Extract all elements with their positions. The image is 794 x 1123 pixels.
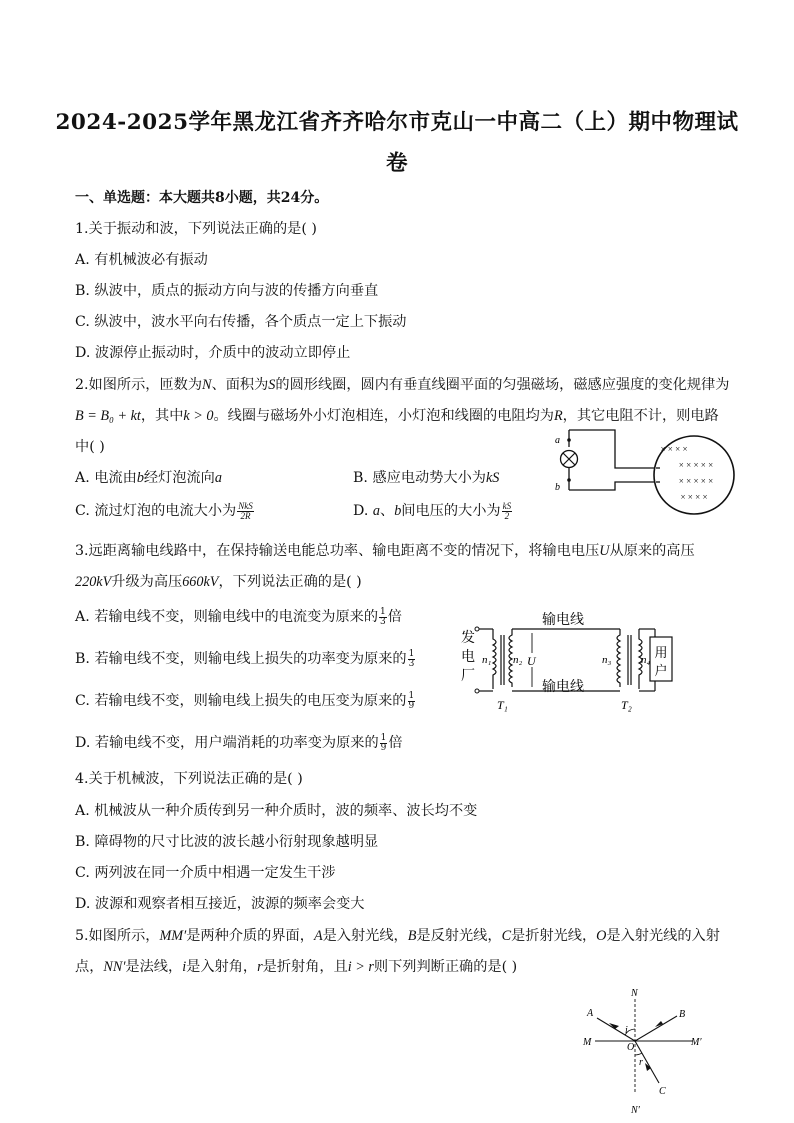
q2-option-c: C. 流过灯泡的电流大小为 $\frac{\text{NkS}}{2R}$ [75,500,253,521]
page-title: 2024-2025学年黑龙江省齐齐哈尔市克山一中高二（上）期中物理试 [55,110,739,135]
q2-option-d: D. a、b间电压的大小为 $\frac{kS}{2}$ [353,500,512,521]
q1-option-a: A. 有机械波必有振动 [75,252,208,268]
q2-stem-line2: B = B₀ + kt，其中k > 0。线圈与磁场外小灯泡相连，小灯泡和线圈的电阻均为R，其它电阻不计，则电路 [75,408,719,424]
svg-text:O: O [627,1042,635,1053]
svg-text:× × × × ×: × × × × × [678,460,714,470]
svg-text:× × × ×: × × × × [680,492,708,502]
svg-text:U: U [527,654,536,668]
q5-refraction-figure [575,985,715,1117]
q2-circuit-figure [548,424,738,526]
q2-option-a: A. 电流由b经灯泡流向a [75,470,222,486]
q4-option-d: D. 波源和观察者相互接近，波源的频率会变大 [75,896,365,912]
svg-text:× × × × ×: × × × × × [678,476,714,486]
q3-option-b: B. 若输电线不变，则输电线上损失的功率变为原来的 $\frac{1}{3}$ [75,648,415,669]
section-header: 一、单选题：本大题共8小题，共24分。 [75,190,329,206]
q1-option-b: B. 纵波中，质点的振动方向与波的传播方向垂直 [75,283,379,299]
svg-text:T₂: T₂ [621,698,632,712]
svg-text:N: N [631,988,638,999]
q2-option-b: B. 感应电动势大小为kS [353,470,500,486]
q3-transmission-figure [455,605,675,715]
svg-text:T₁: T₁ [497,698,508,712]
svg-text:× × × ×: × × × × [660,444,688,454]
svg-text:n₂: n₂ [513,654,523,666]
q4-option-c: C. 两列波在同一介质中相遇一定发生干涉 [75,865,336,881]
svg-text:n₄: n₄ [641,654,651,666]
svg-text:r: r [639,1057,643,1068]
svg-text:发: 发 [461,631,475,646]
page-title-line2: 卷 [385,151,408,176]
svg-text:户: 户 [654,663,668,678]
svg-text:A: A [587,1008,594,1019]
q4-option-a: A. 机械波从一种介质传到另一种介质时，波的频率、波长均不变 [75,803,478,819]
q5-stem-line2: 点，NN′是法线，i是入射角，r是折射角，且i > r则下列判断正确的是( ) [75,959,518,975]
q3-stem-line2: 220kV升级为高压660kV，下列说法正确的是( ) [75,574,362,590]
svg-text:N′: N′ [631,1105,640,1116]
q1-option-c: C. 纵波中，波水平向右传播，各个质点一定上下振动 [75,314,407,330]
svg-text:输电线: 输电线 [542,613,584,628]
svg-text:电: 电 [461,650,475,665]
q3-option-a: A. 若输电线不变，则输电线中的电流变为原来的 $\frac{1}{3}$ 倍 [75,606,402,627]
svg-text:n₃: n₃ [602,654,612,666]
q3-stem-line1: 3.远距离输电线路中，在保持输送电能总功率、输电距离不变的情况下，将输电电压U从原来的高压 [75,543,695,559]
svg-text:i: i [625,1025,628,1036]
svg-text:C: C [659,1086,666,1097]
svg-text:B: B [679,1009,686,1020]
svg-text:M′: M′ [691,1037,702,1048]
q1-stem: 1.关于振动和波，下列说法正确的是( ) [75,221,317,237]
fig-label-a: a [555,435,560,446]
q3-option-c: C. 若输电线不变，则输电线上损失的电压变为原来的 $\frac{1}{9}$ [75,690,415,711]
q2-stem-line1: 2.如图所示，匝数为N、面积为S的圆形线圈，圆内有垂直线圈平面的匀强磁场，磁感应强度的变化规律为 [75,377,730,393]
q5-stem-line1: 5.如图所示，MM′是两种介质的界面，A是入射光线，B是反射光线，C是折射光线，O是入射光线的入射 [75,928,720,944]
fig-label-b: b [555,482,560,493]
svg-text:输电线: 输电线 [542,680,584,695]
svg-text:n₁: n₁ [482,654,492,666]
svg-text:M: M [583,1037,592,1048]
q3-option-d: D. 若输电线不变，用户端消耗的功率变为原来的 $\frac{1}{9}$ 倍 [75,732,403,753]
q2-formula: B = B₀ + kt [75,408,141,424]
q1-option-d: D. 波源停止振动时，介质中的波动立即停止 [75,345,351,361]
q4-stem: 4.关于机械波，下列说法正确的是( ) [75,771,303,787]
q2-stem-line3: 中( ) [75,439,105,455]
q4-option-b: B. 障碍物的尺寸比波的波长越小衍射现象越明显 [75,834,379,850]
svg-text:厂: 厂 [461,669,475,684]
svg-text:用: 用 [654,645,668,660]
